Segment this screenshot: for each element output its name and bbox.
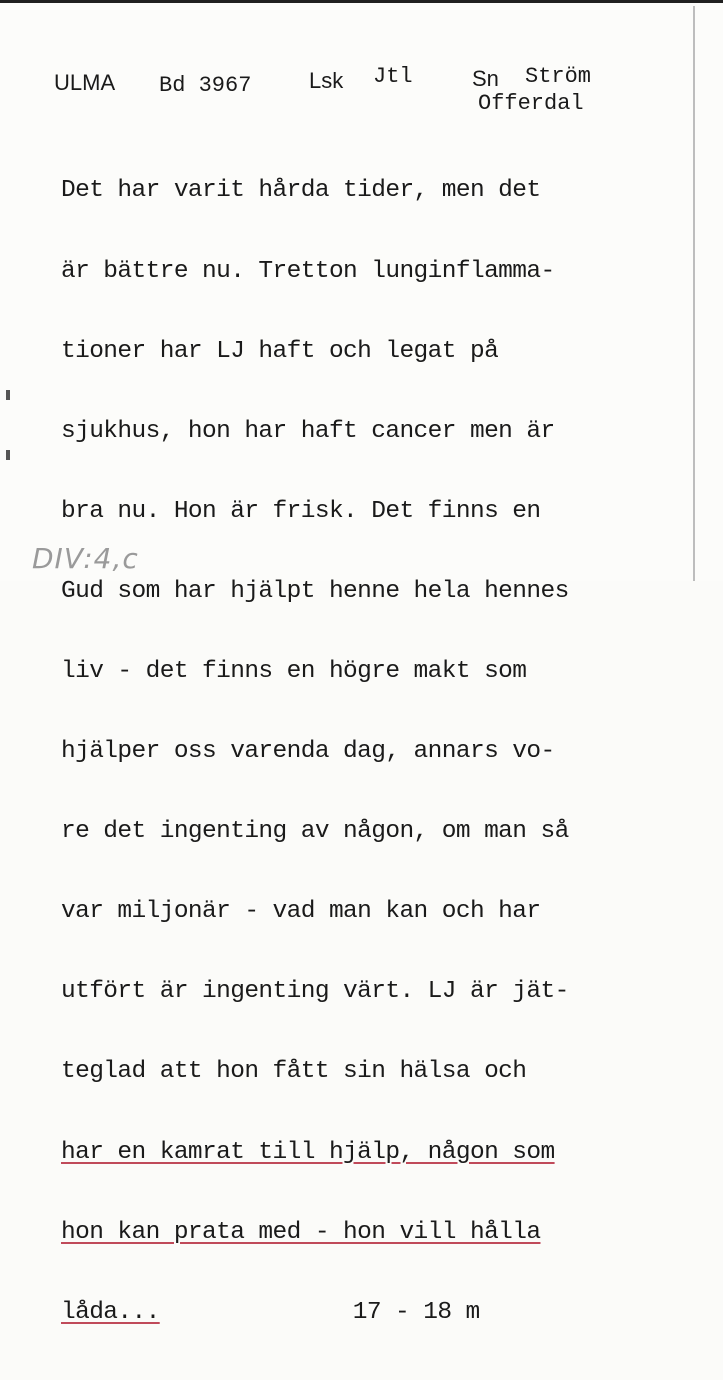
text-line: tioner har LJ haft och legat på xyxy=(61,337,499,365)
sn-label: Sn xyxy=(472,66,499,91)
text-line: är bättre nu. Tretton lunginflamma- xyxy=(61,257,555,285)
text-line: teglad att hon fått sin hälsa och xyxy=(61,1058,527,1086)
last-line xyxy=(61,1300,569,1327)
text-line: Gud som har hjälpt henne hela hennes xyxy=(61,577,569,605)
underlined-line xyxy=(61,1220,569,1247)
text-line: hjälper oss varenda dag, annars vo- xyxy=(61,738,555,766)
text-line: bra nu. Hon är frisk. Det finns en xyxy=(61,497,541,525)
underlined-text: hon kan prata med - hon vill hålla xyxy=(61,1218,541,1246)
text-line: var miljonär - vad man kan och har xyxy=(61,898,541,926)
margin-mark xyxy=(6,450,10,460)
text-line: sjukhus, hon har haft cancer men är xyxy=(61,417,555,445)
volume-number: Bd 3967 xyxy=(159,73,252,98)
text-line: Det har varit hårda tider, men det xyxy=(61,177,541,205)
underlined-text: låda... xyxy=(61,1298,160,1326)
card-body-text xyxy=(61,125,569,1380)
parish-name: Ström xyxy=(525,64,592,89)
text-line: utfört är ingenting värt. LJ är jät- xyxy=(61,978,569,1006)
handwritten-signum: DIV:4,c xyxy=(32,542,139,575)
archive-code: ULMA xyxy=(54,70,116,95)
lsk-value: Jtl xyxy=(373,64,413,89)
card-right-edge xyxy=(693,6,695,581)
text-line: liv - det finns en högre makt som xyxy=(61,657,527,685)
page-reference: 17 - 18 m xyxy=(352,1298,480,1326)
margin-mark xyxy=(6,390,10,400)
card-top-edge xyxy=(0,0,723,3)
underlined-line xyxy=(61,1140,569,1167)
place-name: Offerdal xyxy=(478,91,584,116)
underlined-text: har en kamrat till hjälp, någon som xyxy=(61,1138,555,1166)
lsk-label: Lsk xyxy=(309,68,344,93)
text-line: re det ingenting av någon, om man så xyxy=(61,818,569,846)
